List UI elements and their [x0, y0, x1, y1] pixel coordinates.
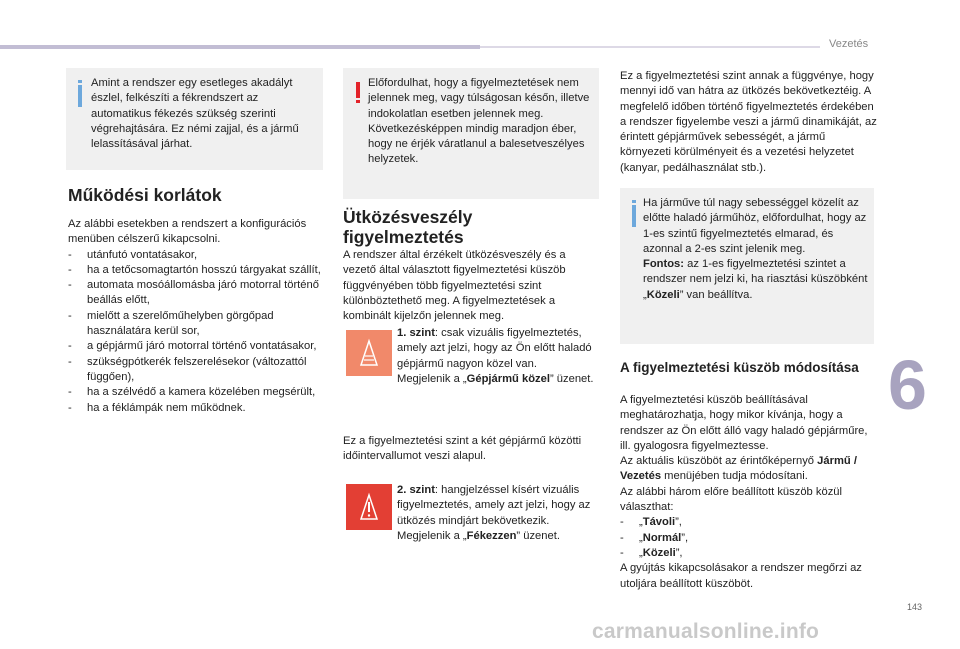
- list-item: - ha a féklámpák nem működnek.: [68, 401, 326, 416]
- option-item: - „Távoli”,: [620, 515, 878, 530]
- level2-text: 2. szint: hangjelzéssel kísért vizuális figyelmeztetés, amely azt jelzi, hogy az ütközés mindjárt bekövetkezik. Megjelenik a „Fékezzen” üzenet.: [397, 484, 591, 542]
- heading-limits: Működési korlátok: [68, 185, 222, 205]
- watermark: carmanualsonline.info: [592, 620, 820, 643]
- heading-collision-warning: Ütközésveszély figyelmeztetés: [343, 207, 473, 247]
- threshold-intro: Ez a figyelmeztetési szint annak a függvénye, hogy mennyi idő van hátra az ütközés bekövetkeztéig. A megfelelő időben történő figyelmeztetés érdekében a rendszer figyelembe veszi a jármű dinamikáját, az érintett gépjárművek sebességét, a jármű környezeti körülményeit és a vezetési helyzetet (kanyar, pedálhasználat stb.).: [620, 70, 877, 174]
- limits-intro: Az alábbi esetekben a rendszert a konfigurációs menüben célszerű kikapcsolni.: [68, 218, 307, 246]
- level1-label: 1. szint: [397, 327, 435, 339]
- list-item: - automata mosóállomásba járó motorral történő beállás előtt,: [68, 278, 326, 309]
- list-item: - mielőtt a szerelőműhelyben görgőpad használatára kerül sor,: [68, 309, 326, 340]
- list-item: - ha a szélvédő a kamera közelében megsérült,: [68, 385, 326, 400]
- section-header: Vezetés: [829, 38, 869, 50]
- list-item: - utánfutó vontatásakor,: [68, 248, 326, 263]
- vehicle-proximity-icon: [346, 330, 392, 376]
- warning-exclamation-icon: [356, 82, 360, 103]
- level1-text: 1. szint: csak vizuális figyelmeztetés, amely azt jelzi, hogy az Ön előtt haladó gépjármű nagyon közel van. Megjelenik a „Gépjármű közel” üzenet.: [397, 327, 594, 385]
- threshold-body: A figyelmeztetési küszöb beállításával meghatározhatja, hogy mikor kívánja, hogy a rendszer az Ön előtt álló vagy haladó gépjárműre, ill. gyalogosra figyelmeztesse. Az aktuális küszöböt az érintőképernyő Jármű / Vezetés menüjében tudja módosítani. Az alábbi három előre beállított küszöb közül választhat: - „Távoli”, - „Normál”, - „Közeli”, A gyújtás kikapcsolásakor a rendszer megőrzi az utoljára beállított küszöböt.: [620, 393, 878, 592]
- info-box-speed-text: Ha járműve túl nagy sebességgel közelít az előtte haladó járműhöz, előfordulhat, hogy az 1-es szintű figyelmeztetés elmarad, és azonnal a 2-es szint jelenik meg. Fontos: az 1-es figyelmeztetési szintet a rendszer nem jelzi ki, ha riasztási küszöbként „Közeli” van beállítva.: [643, 197, 868, 301]
- info-icon: [78, 80, 82, 107]
- page-number: 143: [907, 602, 923, 612]
- list-item: - a gépjármű járó motorral történő vontatásakor,: [68, 339, 326, 354]
- top-accent-bar: [0, 45, 480, 49]
- level1-message: Gépjármű közel: [466, 372, 550, 385]
- list-item: - szükségpótkerék felszerelésekor (változattól függően),: [68, 355, 326, 386]
- chapter-number: 6: [888, 346, 927, 424]
- heading-threshold-change: A figyelmeztetési küszöb módosítása: [620, 360, 859, 375]
- level2-message: Fékezzen: [466, 529, 517, 542]
- menu-path: Jármű / Vezetés: [620, 455, 857, 483]
- collision-intro: A rendszer által érzékelt ütközésveszély és a vezető által választott figyelmeztetési küszöb függvényében több figyelmeztetési szint különböztethető meg. A figyelmeztetések a kombinált kijelzőn jelennek meg.: [343, 249, 566, 323]
- note-label: Fontos:: [643, 258, 685, 271]
- warning-box-text: Előfordulhat, hogy a figyelmeztetések nem jelennek meg, vagy túlságosan későn, illetve indokolatlan esetben jelennek meg. Következésképpen mindig maradjon éber, hogy ne érjék váratlanul a balesetveszélyes helyzetek.: [368, 77, 590, 166]
- level2-label: 2. szint: [397, 484, 435, 496]
- top-accent-line: [480, 46, 820, 48]
- brake-warning-icon: [346, 484, 392, 530]
- limits-list: [68, 248, 326, 416]
- info-icon: [632, 200, 636, 227]
- level-interval-note: Ez a figyelmeztetési szint a két gépjármű közötti időintervallumot veszi alapul.: [343, 435, 582, 463]
- option-item: - „Normál”,: [620, 531, 878, 546]
- list-item: - ha a tetőcsomagtartón hosszú tárgyakat szállít,: [68, 263, 326, 278]
- info-box-braking-text: Amint a rendszer egy esetleges akadályt észlel, felkészíti a fékrendszert az automatikus fékezés szükség szerinti végrehajtására. Ez némi zajjal, és a jármű lelassításával járhat.: [91, 77, 299, 151]
- threshold-options: [620, 515, 878, 561]
- option-item: - „Közeli”,: [620, 546, 878, 561]
